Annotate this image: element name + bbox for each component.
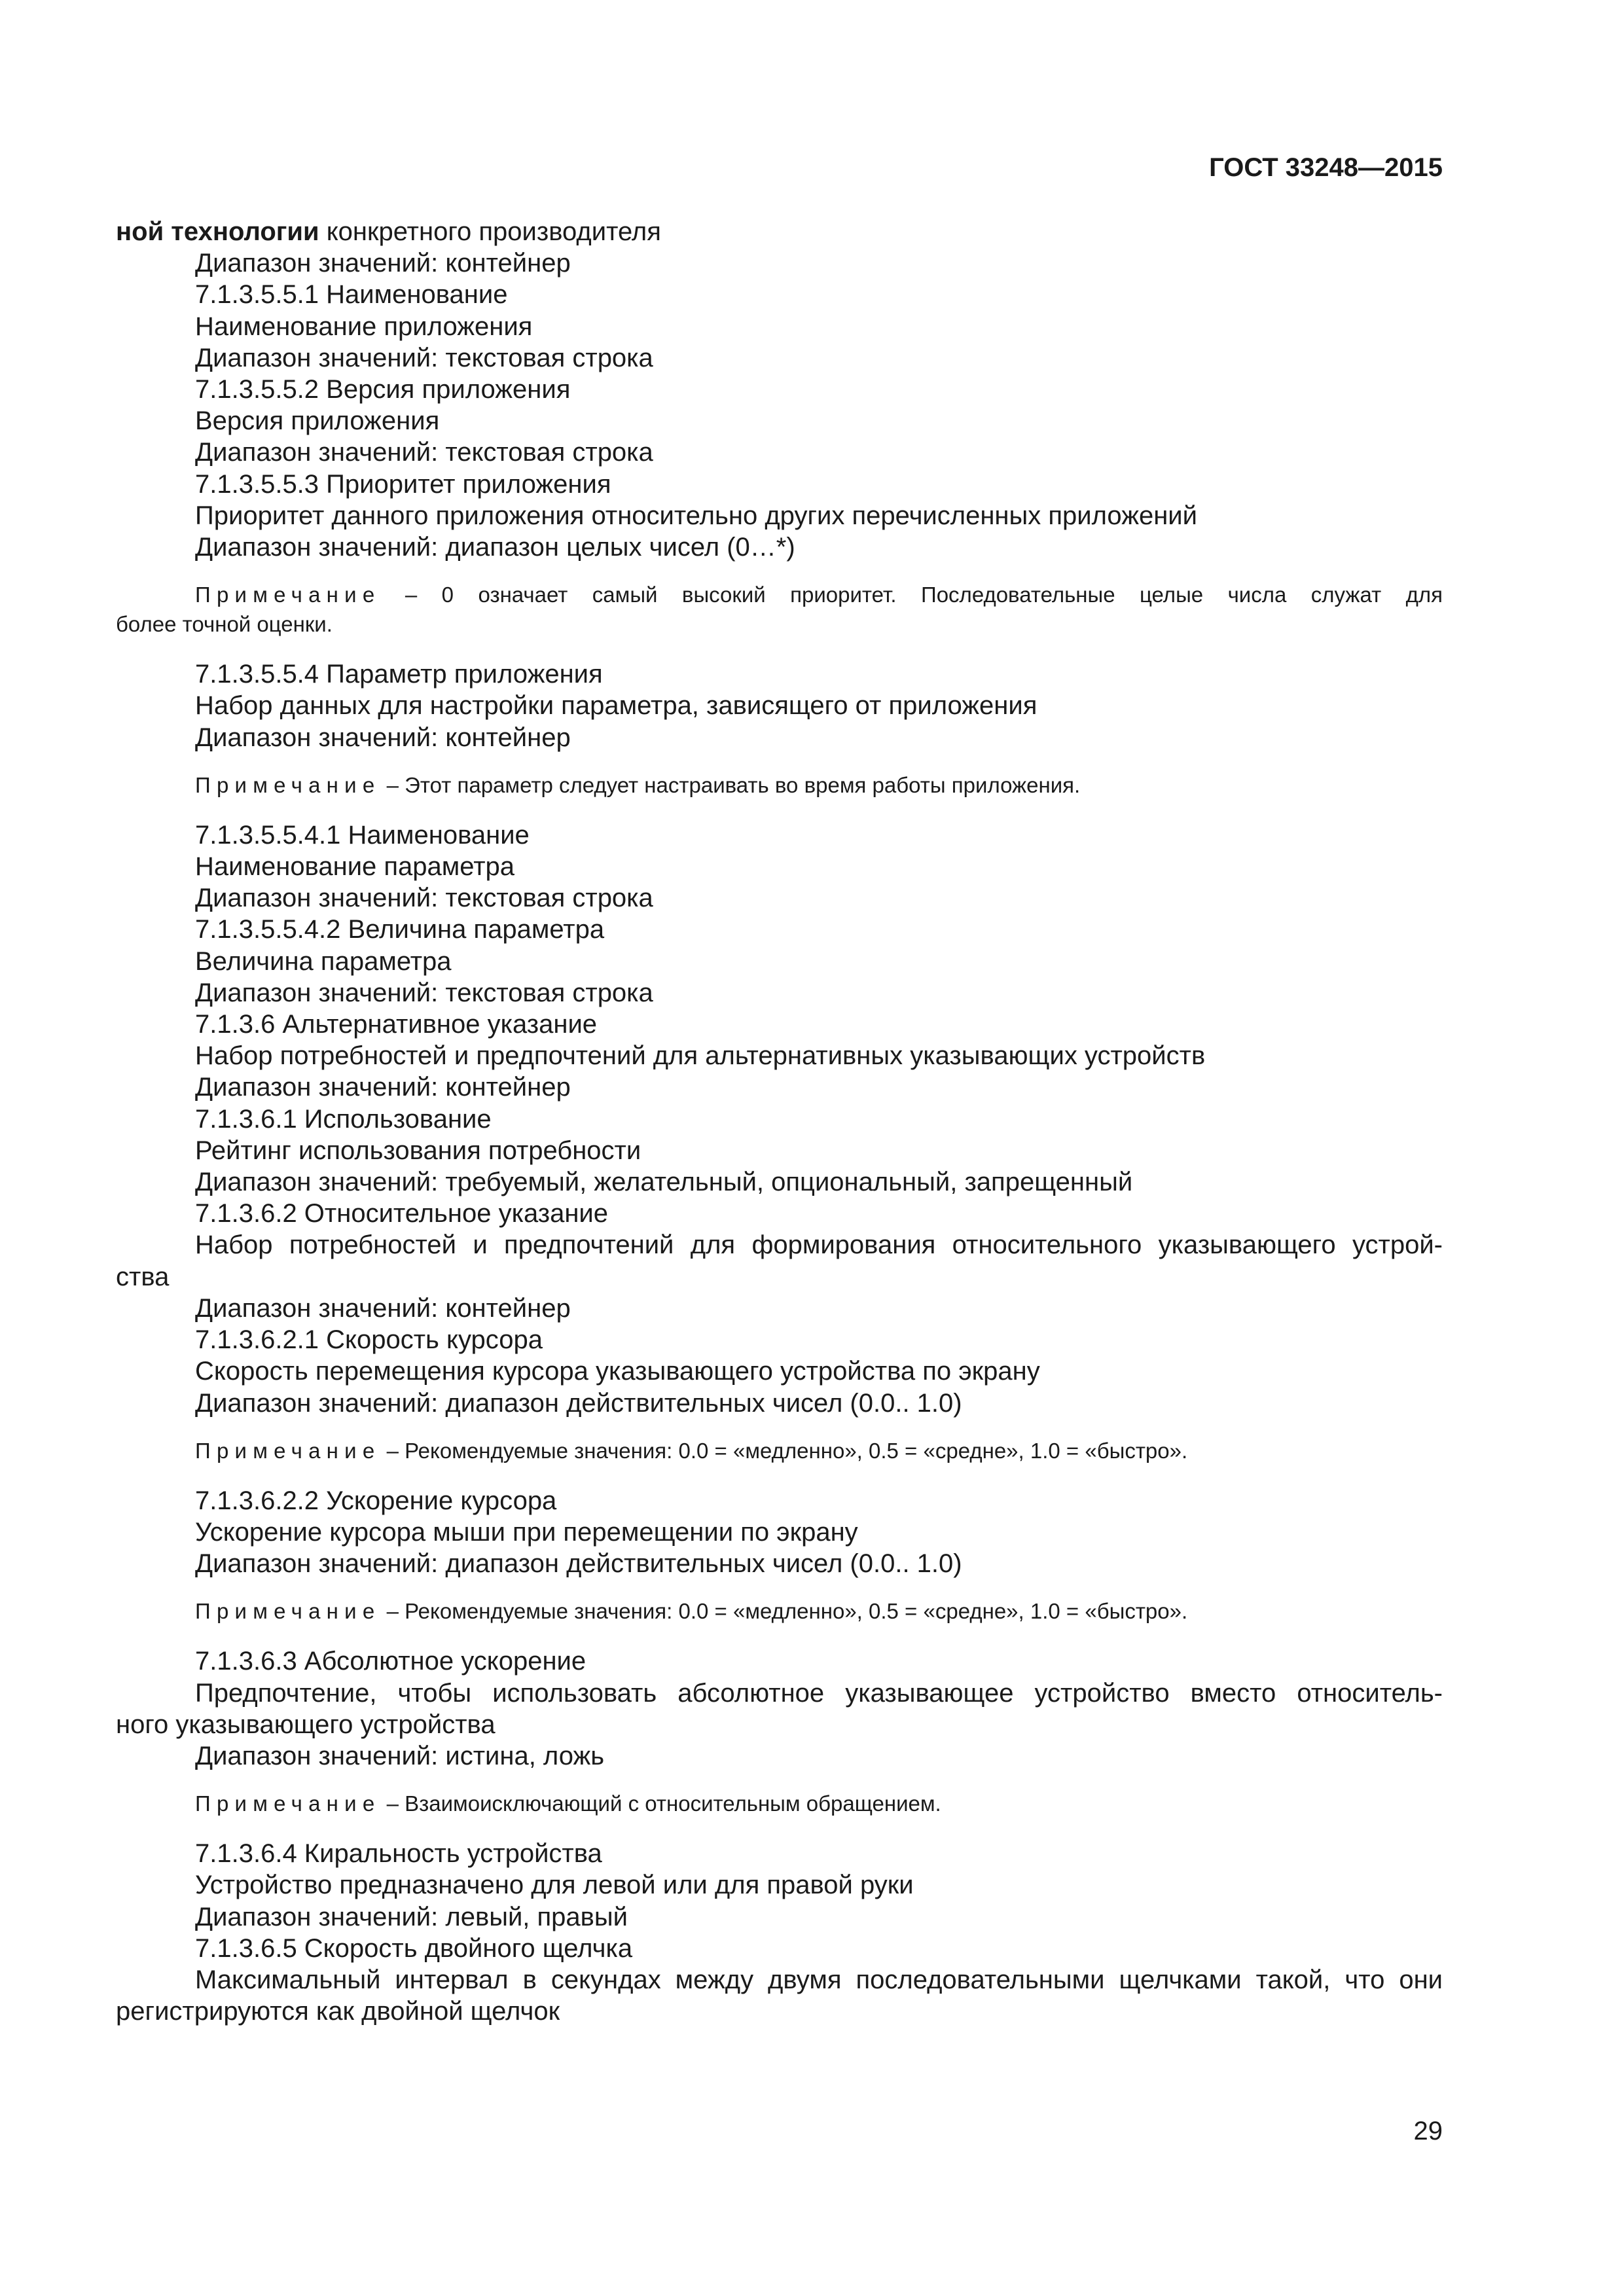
block-4 [116,1293,1443,1419]
note-4-text: – Рекомендуемые значения: 0.0 = «медленно», 0.5 = «средне», 1.0 = «быстро». [386,1599,1188,1624]
text-line: Рейтинг использования потребности [195,1136,641,1165]
section-heading: 7.1.3.6.2.1 Скорость курсора [195,1325,543,1355]
first-line-rest: конкретного производителя [319,217,661,246]
block-2 [116,658,1443,753]
note-4 [116,1596,1443,1626]
text-line: Наименование параметра [195,852,515,882]
text-line: Диапазон значений: истина, ложь [195,1741,605,1770]
text-line: Диапазон значений: контейнер [195,723,571,752]
text-line: Набор данных для настройки параметра, зависящего от приложения [195,691,1038,721]
paragraph-line: Максимальный интервал в секундах между двумя последовательными щелчками такой, что они [195,1965,1443,1994]
section-heading: 7.1.3.6.4 Киральность устройства [195,1839,602,1869]
text-line: Устройство предназначено для левой или для правой руки [195,1871,914,1900]
block-6 [116,1645,1443,1677]
paragraph-line: Набор потребностей и предпочтений для формирования относительного указывающего устрой- [195,1230,1443,1260]
note-1-text: – 0 означает самый высокий приоритет. Последовательные целые числа служат для [405,583,1443,607]
text-line: Набор потребностей и предпочтений для альтернативных указывающих устройств [195,1041,1206,1071]
first-line [116,216,1443,247]
text-line: Диапазон значений: диапазон действительных чисел (0.0.. 1.0) [195,1549,962,1579]
text-line: Диапазон значений: контейнер [195,1293,571,1323]
note-label: Примечание [195,583,381,607]
paragraph-line: Предпочтение, чтобы использовать абсолютное указывающее устройство вместо относитель- [195,1678,1443,1708]
text-line: Диапазон значений: текстовая строка [195,978,653,1007]
note-1 [116,580,1443,639]
first-line-bold: ной технологии [116,217,319,246]
text-line: Диапазон значений: требуемый, желательный, опциональный, запрещенный [195,1168,1133,1197]
paragraph-line: регистрируются как двойной щелчок [116,1997,560,2026]
text-line: Диапазон значений: левый, правый [195,1902,628,1931]
text-line: Наименование приложения [195,312,533,341]
note-1-line-2: более точной оценки. [116,612,333,637]
section-heading: 7.1.3.5.5.4.1 Наименование [195,820,530,850]
section-heading: 7.1.3.5.5.1 Наименование [195,280,508,310]
text-line: Диапазон значений: текстовая строка [195,438,653,467]
paragraph-relative [116,1229,1443,1292]
document-body [116,216,1443,2027]
text-line: Ускорение курсора мыши при перемещении по экрану [195,1517,858,1547]
section-heading: 7.1.3.6.5 Скорость двойного щелчка [195,1933,633,1963]
block-1 [116,247,1443,563]
paragraph-line: ного указывающего устройства [116,1710,496,1739]
section-heading: 7.1.3.5.5.4.2 Величина параметра [195,915,605,944]
note-label: Примечание [195,1791,381,1816]
note-2-text: – Этот параметр следует настраивать во время работы приложения. [386,772,1081,797]
section-heading: 7.1.3.5.5.4 Параметр приложения [195,660,603,689]
text-line: Диапазон значений: контейнер [195,1073,571,1102]
text-line: Версия приложения [195,406,440,436]
text-line: Величина параметра [195,946,452,976]
paragraph-double-click [116,1964,1443,2027]
note-2-line [116,770,1443,800]
block-5 [116,1485,1443,1580]
text-line: Приоритет данного приложения относительно других перечисленных приложений [195,501,1197,530]
text-line: Диапазон значений: текстовая строка [195,884,653,913]
section-heading: 7.1.3.6.3 Абсолютное ускорение [195,1647,586,1676]
note-3-line [116,1436,1443,1465]
section-heading: 7.1.3.5.5.3 Приоритет приложения [195,469,611,499]
block-8 [116,1838,1443,1964]
note-5-text: – Взаимоисключающий с относительным обращением. [386,1791,941,1816]
note-label: Примечание [195,1438,381,1463]
text-line: Диапазон значений: текстовая строка [195,343,653,372]
block-7 [116,1740,1443,1772]
text-line: Диапазон значений: диапазон целых чисел (0…*) [195,533,795,562]
text-line: Диапазон значений: контейнер [195,249,571,278]
text-line: Диапазон значений: диапазон действительных чисел (0.0.. 1.0) [195,1388,962,1418]
paragraph-absolute [116,1677,1443,1740]
section-heading: 7.1.3.5.5.2 Версия приложения [195,375,571,404]
text-line: Скорость перемещения курсора указывающего устройства по экрану [195,1357,1040,1386]
note-4-line [116,1596,1443,1626]
note-2 [116,770,1443,800]
paragraph-line: ства [116,1262,170,1291]
section-heading: 7.1.3.6.2 Относительное указание [195,1199,609,1229]
note-label: Примечание [195,1599,381,1624]
document-header: ГОСТ 33248—2015 [1209,153,1443,182]
note-3-text: – Рекомендуемые значения: 0.0 = «медленно», 0.5 = «средне», 1.0 = «быстро». [386,1438,1188,1463]
note-label: Примечание [195,772,381,797]
section-heading: 7.1.3.6.2.2 Ускорение курсора [195,1486,557,1515]
note-5 [116,1789,1443,1818]
page-number: 29 [1413,2117,1443,2145]
note-1-line-1 [116,580,1443,609]
block-3 [116,819,1443,1230]
note-3 [116,1436,1443,1465]
section-heading: 7.1.3.6 Альтернативное указание [195,1010,598,1039]
section-heading: 7.1.3.6.1 Использование [195,1104,492,1134]
note-5-line [116,1789,1443,1818]
